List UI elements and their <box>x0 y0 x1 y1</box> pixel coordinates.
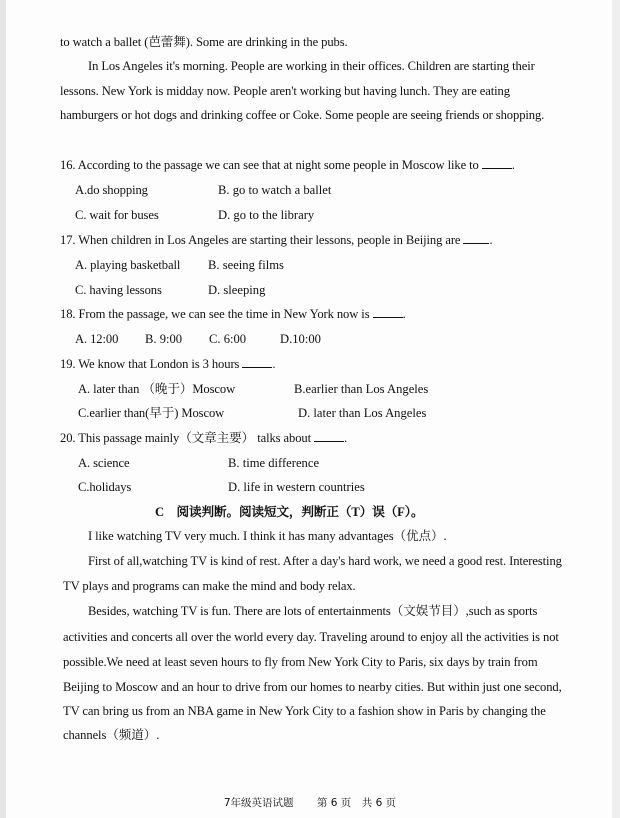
section-c-line-8: TV can bring us from an NBA game in New York City to a fashion show in Paris by changing the <box>63 704 546 718</box>
q16-option-a: A.do shopping <box>75 183 148 197</box>
question-19-end: . <box>272 357 276 371</box>
answer-blank-16[interactable] <box>482 158 512 169</box>
section-c-line-6: possible.We need at least seven hours to fly from New York City to Paris, six days by train from <box>63 655 538 669</box>
question-16-text: 16. According to the passage we can see that at night some people in Moscow like to <box>60 158 479 172</box>
section-c-line-9: channels（频道）. <box>63 728 160 742</box>
question-20-end: . <box>344 431 348 445</box>
page-footer <box>0 795 620 810</box>
answer-blank-20[interactable] <box>314 431 344 442</box>
question-18-stem <box>60 307 406 322</box>
section-c-line-2: First of all,watching TV is kind of rest. After a day's hard work, we need a good rest. Interesting <box>88 554 562 568</box>
q19-option-d: D. later than Los Angeles <box>298 406 427 420</box>
question-19-text: 19. We know that London is 3 hours <box>60 357 240 371</box>
answer-blank-19[interactable] <box>242 357 272 368</box>
q19-option-a: A. later than （晚于）Moscow <box>78 382 236 396</box>
question-16-stem <box>60 158 515 173</box>
question-20-text: 20. This passage mainly（文章主要） talks about <box>60 431 312 445</box>
question-17-stem <box>60 233 493 248</box>
answer-blank-18[interactable] <box>373 307 403 318</box>
question-17-text: 17. When children in Los Angeles are starting their lessons, people in Beijing are <box>60 233 461 247</box>
q16-option-c: C. wait for buses <box>75 208 159 222</box>
q16-option-d: D. go to the library <box>218 208 315 222</box>
q18-option-a: A. 12:00 <box>75 332 119 346</box>
scan-edge-right <box>612 0 620 818</box>
q17-option-c: C. having lessons <box>75 283 162 297</box>
question-18-text: 18. From the passage, we can see the time in New York now is <box>60 307 370 321</box>
q20-option-b: B. time difference <box>228 456 320 470</box>
q17-option-b: B. seeing films <box>208 258 284 272</box>
q20-option-c: C.holidays <box>78 480 132 494</box>
section-c-line-1: I like watching TV very much. I think it has many advantages（优点）. <box>88 529 447 543</box>
scan-edge-left <box>0 0 6 818</box>
question-18-end: . <box>402 307 406 321</box>
question-17-end: . <box>489 233 493 247</box>
section-c-line-5: activities and concerts all over the world every day. Traveling around to enjoy all the activities is not <box>63 630 559 644</box>
section-c-line-3: TV plays and programs can make the mind and body relax. <box>63 579 356 593</box>
q20-option-a: A. science <box>78 456 130 470</box>
section-c-line-7: Beijing to Moscow and an hour to drive from our homes to nearby cities. But within just one second, <box>63 680 562 694</box>
passage-line-3: lessons. New York is midday now. People aren't working but having lunch. They are eating <box>60 84 510 98</box>
q17-option-a: A. playing basketball <box>75 258 181 272</box>
q18-option-d: D.10:00 <box>280 332 321 346</box>
answer-blank-17[interactable] <box>463 233 489 244</box>
question-20-stem <box>60 431 347 446</box>
passage-line-1: to watch a ballet (芭蕾舞). Some are drinking in the pubs. <box>60 35 348 49</box>
q18-option-b: B. 9:00 <box>145 332 183 346</box>
q19-option-c: C.earlier than(早于) Moscow <box>78 406 225 420</box>
q20-option-d: D. life in western countries <box>228 480 365 494</box>
footer-exam-title: 7年级英语试题 <box>223 797 294 809</box>
q19-option-b: B.earlier than Los Angeles <box>294 382 429 396</box>
passage-line-4: hamburgers or hot dogs and drinking coffee or Coke. Some people are seeing friends or shopping. <box>60 108 545 122</box>
question-16-end: . <box>511 158 515 172</box>
section-c-line-4: Besides, watching TV is fun. There are lots of entertainments（文娱节目）,such as sports <box>88 604 538 618</box>
q17-option-d: D. sleeping <box>208 283 266 297</box>
question-19-stem <box>60 357 275 372</box>
passage-line-2: In Los Angeles it's morning. People are working in their offices. Children are starting their <box>88 59 535 73</box>
q18-option-c: C. 6:00 <box>209 332 247 346</box>
q16-option-b: B. go to watch a ballet <box>218 183 332 197</box>
section-c-heading: C 阅读判断。阅读短文，判断正（T）误（F）。 <box>155 505 424 519</box>
footer-page-number: 第 6 页 共 6 页 <box>316 797 397 809</box>
